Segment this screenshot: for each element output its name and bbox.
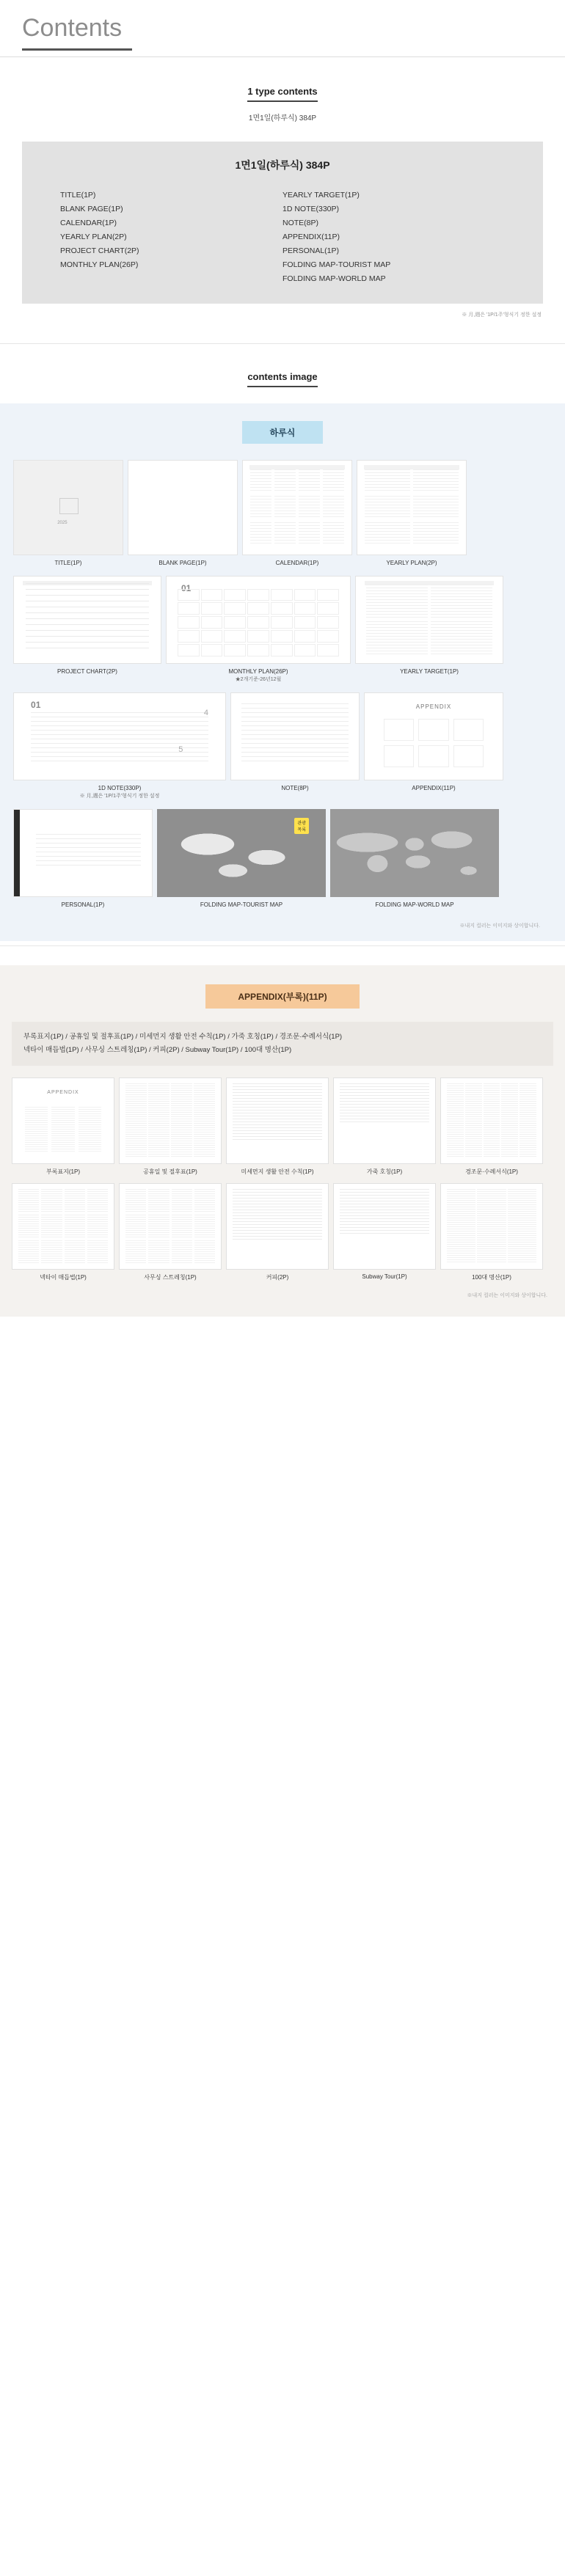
- thumb-caption: TITLE(1P): [54, 560, 82, 566]
- appendix-caption: Subway Tour(1P): [362, 1273, 407, 1280]
- thumb-row-2: [13, 576, 552, 689]
- appendix-thumb-dust-safety: [226, 1077, 329, 1164]
- thumb-cell-yearly-target: [355, 576, 503, 689]
- appendix-cell-holiday: [119, 1077, 222, 1180]
- thumb-yearly-plan-page: [357, 460, 467, 555]
- thumb-caption: FOLDING MAP-WORLD MAP: [375, 901, 454, 908]
- thumb-cell-title: [13, 460, 123, 573]
- map-badge: 관광 목록: [294, 818, 309, 834]
- thumb-caption: PERSONAL(1P): [61, 901, 105, 908]
- title-underline: [22, 48, 132, 51]
- appendix-thumb-cover: APPENDIX: [12, 1077, 114, 1164]
- thumb-cell-yearly-plan: [357, 460, 467, 573]
- section-appendix: [0, 965, 565, 1317]
- appendix-cell-subway: [333, 1183, 436, 1286]
- appendix-cell-coffee: [226, 1183, 329, 1286]
- appendix-list-line-1: 부록표지(1P) / 공휴일 및 절후표(1P) / 미세먼지 생활 안전 수칙(1P) / 가죽 호칭(1P) / 경조문·수례서식(1P): [23, 1033, 343, 1041]
- thumb-cell-monthly-plan: [166, 576, 351, 689]
- thumb-cell-calendar: [242, 460, 352, 573]
- spec-item: FOLDING MAP-WORLD MAP: [282, 274, 386, 283]
- appendix-thumb-office-stretching: [119, 1183, 222, 1270]
- thumb-personal-page: [13, 809, 153, 897]
- section-1-type-contents: [0, 57, 565, 102]
- contents-image-panel: [0, 403, 565, 941]
- appendix-cell-stretch: [119, 1183, 222, 1286]
- appendix-row-1: [12, 1077, 553, 1180]
- appendix-caption: 부록표지(1P): [45, 1168, 81, 1175]
- thumb-caption: [13, 780, 226, 806]
- appendix-thumb-family-titles: [333, 1077, 436, 1164]
- thumb-row-1: [13, 460, 552, 573]
- thumb-caption: PROJECT CHART(2P): [57, 668, 117, 675]
- appendix-thumb-100-mountains: [440, 1183, 543, 1270]
- thumb-project-chart-page: [13, 576, 161, 664]
- appendix-cell-dust: [226, 1077, 329, 1180]
- thumb-world-map: [330, 809, 499, 897]
- thumb-caption-sub: ※ 月,週은 '1P/1주'형식기 정한 설정: [79, 794, 160, 799]
- appendix-caption: 가죽 호칭(1P): [366, 1168, 403, 1175]
- thumb-monthly-plan-page: 01: [166, 576, 351, 664]
- type-badge-harusik: 하루식: [242, 421, 323, 444]
- thumb-cell-project-chart: [13, 576, 161, 689]
- spec-note: ※ 月,週은 '1P/1주'형식기 정한 설정: [462, 312, 542, 318]
- appendix-badge: APPENDIX(부록)(11P): [205, 984, 360, 1009]
- appendix-caption: 커피(2P): [266, 1274, 289, 1281]
- thumb-cell-world-map: [330, 809, 499, 915]
- spec-item: FOLDING MAP-TOURIST MAP: [282, 260, 391, 269]
- spec-item: YEARLY PLAN(2P): [60, 233, 127, 241]
- section-1-subtitle: 1면1일(하루식) 384P: [248, 114, 317, 122]
- thumb-1d-note-page: 01 4 5: [13, 692, 226, 780]
- thumb-blank-page: [128, 460, 238, 555]
- thumb-caption-main: 1D NOTE(330P): [98, 785, 142, 791]
- appendix-caption: 미세먼지 생활 안전 수칙(1P): [241, 1168, 314, 1175]
- thumb-caption: [166, 664, 351, 689]
- thumb-caption: NOTE(8P): [281, 785, 309, 791]
- appendix-cell-mountain: [440, 1183, 543, 1286]
- spec-item: TITLE(1P): [60, 191, 96, 200]
- appendix-cell-family: [333, 1077, 436, 1180]
- spec-item: BLANK PAGE(1P): [60, 205, 123, 213]
- spec-right-column: [282, 189, 505, 286]
- thumb-cell-tourist-map: [157, 809, 326, 915]
- thumb-caption: YEARLY TARGET(1P): [400, 668, 459, 675]
- spec-item: CALENDAR(1P): [60, 219, 117, 227]
- thumb-cell-blank: [128, 460, 238, 573]
- page-header: [0, 0, 565, 44]
- appendix-footnote: ※내지 컬러는 이미지와 상이합니다.: [467, 1293, 547, 1298]
- thumb-cell-personal: [13, 809, 153, 915]
- spec-item: PROJECT CHART(2P): [60, 246, 139, 255]
- thumb-caption-sub: ★2개기준-26년12월: [235, 677, 282, 682]
- spec-item: 1D NOTE(330P): [282, 205, 340, 213]
- thumb-cell-note: [230, 692, 360, 806]
- appendix-caption: 사무싱 스트레칭(1P): [144, 1274, 197, 1281]
- page-title: Contents: [22, 14, 123, 42]
- appendix-cell-ceremony: [440, 1077, 543, 1180]
- spec-item: MONTHLY PLAN(26P): [60, 260, 139, 269]
- thumb-caption: APPENDIX(11P): [412, 785, 456, 791]
- thumb-note-page: [230, 692, 360, 780]
- thumb-title-page: 2025: [13, 460, 123, 555]
- thumb-caption-main: MONTHLY PLAN(26P): [228, 668, 288, 675]
- thumb-cell-appendix: [364, 692, 503, 806]
- appendix-cell-necktie: [12, 1183, 114, 1286]
- spec-item: APPENDIX(11P): [282, 233, 340, 241]
- thumb-cell-1d-note: [13, 692, 226, 806]
- thumb-caption: CALENDAR(1P): [275, 560, 319, 566]
- section-1-title: 1 type contents: [247, 86, 317, 102]
- appendix-thumb-necktie: [12, 1183, 114, 1270]
- appendix-list-line-2: 넥타이 매듭법(1P) / 사무싱 스트레칭(1P) / 커피(2P) / Subway Tour(1P) / 100대 명산(1P): [23, 1046, 292, 1054]
- thumb-row-3: [13, 692, 552, 806]
- thumb-calendar-page: [242, 460, 352, 555]
- spec-box: [22, 142, 543, 304]
- appendix-thumb-holiday-table: [119, 1077, 222, 1164]
- spec-item: PERSONAL(1P): [282, 246, 340, 255]
- section-2-title: contents image: [247, 371, 317, 387]
- appendix-thumb-coffee: [226, 1183, 329, 1270]
- appendix-caption: 공휴일 및 절후표(1P): [143, 1168, 197, 1175]
- section-contents-image: [0, 343, 565, 946]
- contents-image-footnote: ※내지 컬러는 이미지와 상이합니다.: [459, 923, 540, 929]
- thumb-caption: FOLDING MAP-TOURIST MAP: [200, 901, 283, 908]
- thumb-caption: BLANK PAGE(1P): [158, 560, 207, 566]
- thumb-caption: YEARLY PLAN(2P): [386, 560, 437, 566]
- appendix-thumb-ceremony-forms: [440, 1077, 543, 1164]
- appendix-item-list: [12, 1022, 553, 1066]
- appendix-cell-cover: [12, 1077, 114, 1180]
- spec-box-title: 1면1일(하루식) 384P: [235, 159, 330, 171]
- spec-item: YEARLY TARGET(1P): [282, 191, 360, 200]
- appendix-row-2: [12, 1183, 553, 1286]
- thumb-appendix-page: APPENDIX: [364, 692, 503, 780]
- thumb-row-4: [13, 809, 552, 915]
- spec-left-column: [60, 189, 282, 286]
- spec-item: NOTE(8P): [282, 219, 319, 227]
- appendix-caption: 넥타이 매듭법(1P): [40, 1274, 87, 1281]
- appendix-thumb-subway-tour: [333, 1183, 436, 1270]
- appendix-caption: 100대 명산(1P): [472, 1274, 511, 1281]
- appendix-caption: 경조문·수례서식(1P): [465, 1168, 518, 1175]
- thumb-tourist-map: [157, 809, 326, 897]
- thumb-yearly-target-page: [355, 576, 503, 664]
